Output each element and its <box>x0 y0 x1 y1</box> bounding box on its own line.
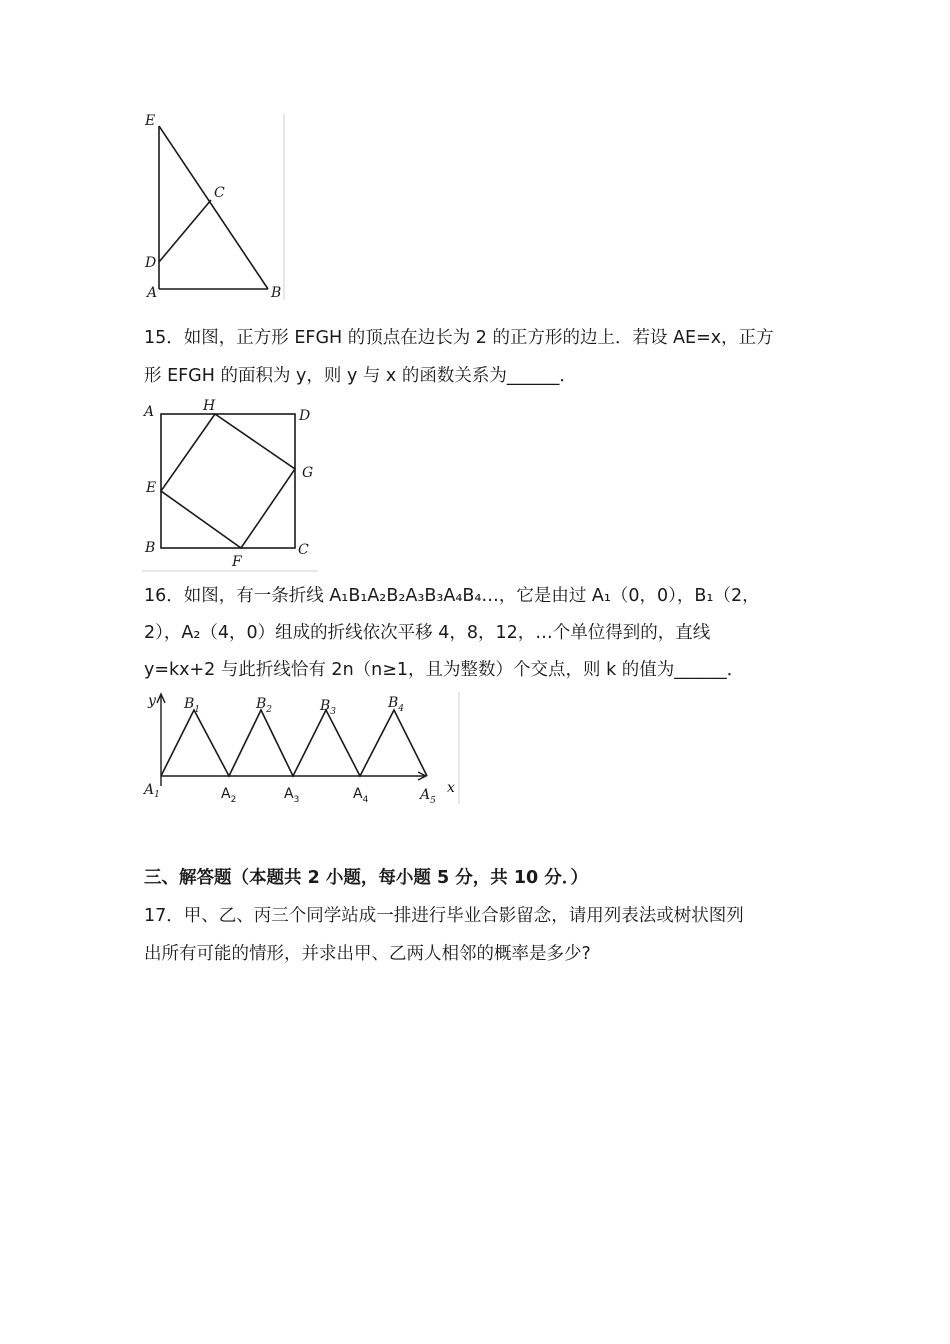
label-B2: $B_2$ <box>256 696 273 715</box>
q17-text-line1: 17．甲、乙、丙三个同学站成一排进行毕业合影留念，请用列表法或树状图列 <box>144 906 744 926</box>
label-H: H <box>203 398 216 414</box>
q16-text-line1: 16．如图，有一条折线 A₁B₁A₂B₂A₃B₃A₄B₄…，它是由过 A₁（0，0），B₁（2， <box>144 586 760 606</box>
label-B: B <box>145 540 156 556</box>
label-C: C <box>214 185 225 201</box>
q17-text-line2: 出所有可能的情形，并求出甲、乙两人相邻的概率是多少? <box>144 944 591 964</box>
label-A5: $A_5$ <box>420 787 436 806</box>
x-axis-label: x <box>447 780 455 796</box>
figure-triangle <box>140 112 290 304</box>
label-G: G <box>302 465 314 481</box>
label-A: A <box>144 404 155 420</box>
label-B3: $B_3$ <box>320 698 337 717</box>
q16-text-line3: y=kx+2 与此折线恰有 2n（n≥1，且为整数）个交点，则 k 的值为______． <box>144 660 745 680</box>
figure-squares <box>140 398 325 573</box>
label-E: E <box>145 113 156 129</box>
q15-text-line2: 形 EFGH 的面积为 y，则 y 与 x 的函数关系为______． <box>144 366 577 386</box>
label-B4: $B_4$ <box>388 695 405 714</box>
label-B1: $B_1$ <box>184 696 201 715</box>
label-E: E <box>146 480 157 496</box>
label-A1: $A_1$ <box>144 782 160 800</box>
q15-text-line1: 15．如图，正方形 EFGH 的顶点在边长为 2 的正方形的边上．若设 AE=x，正方 <box>144 328 774 348</box>
y-axis-label: y <box>148 693 156 709</box>
label-A2: $A_2$ <box>221 786 237 805</box>
label-D: D <box>145 255 157 271</box>
label-A: A <box>147 285 158 301</box>
figure-zigzag <box>140 686 465 806</box>
label-F: F <box>232 554 242 570</box>
label-A4: $A_4$ <box>353 786 369 805</box>
label-D: D <box>299 408 311 424</box>
label-C: C <box>298 542 309 558</box>
q16-text-line2: 2），A₂（4，0）组成的折线依次平移 4，8，12，…个单位得到的，直线 <box>144 623 711 643</box>
section-heading: 三、解答题（本题共 2 小题，每小题 5 分，共 10 分．） <box>144 868 589 888</box>
label-B: B <box>271 285 282 301</box>
label-A3: $A_3$ <box>284 786 300 805</box>
